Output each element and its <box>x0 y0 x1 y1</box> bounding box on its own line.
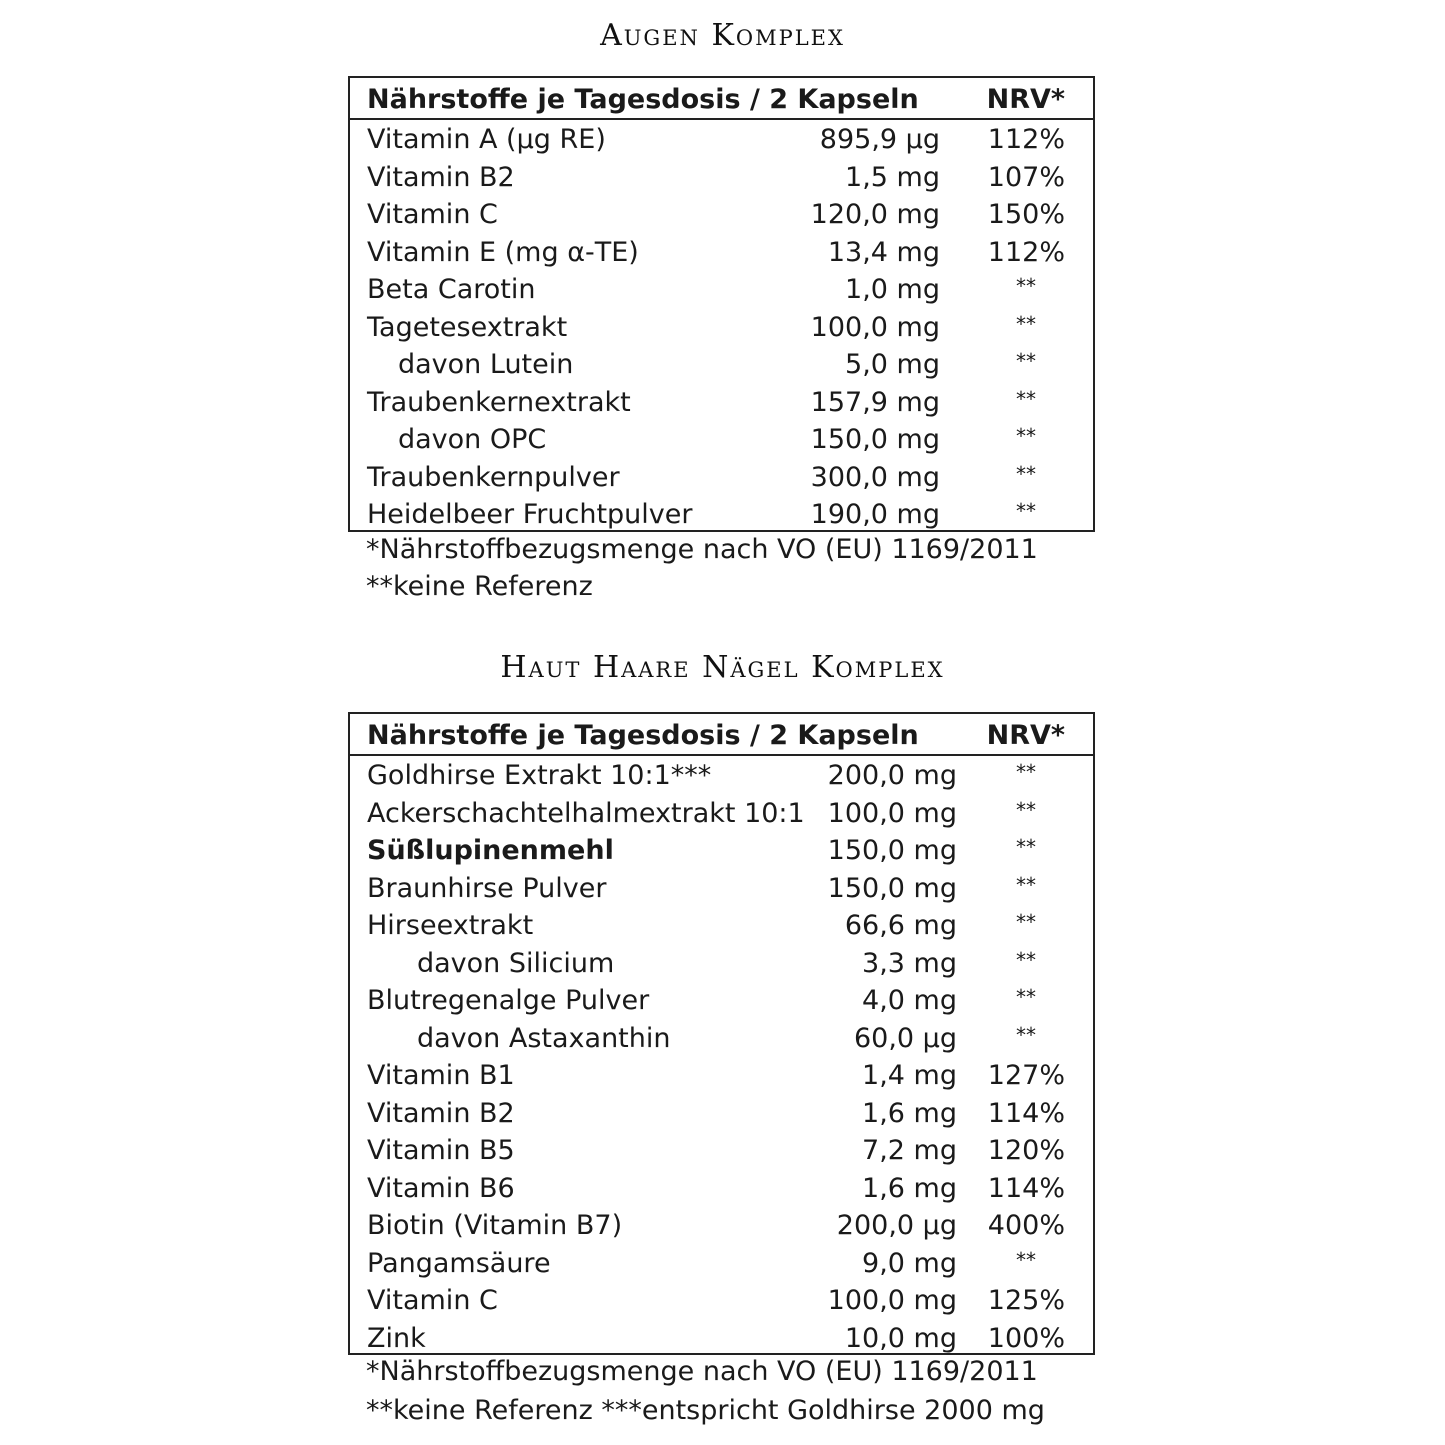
table-row <box>350 1320 1093 1358</box>
nutrient-name: Traubenkernextrakt <box>367 386 631 418</box>
table-row <box>350 1095 1093 1133</box>
nutrient-name: Süßlupinenmehl <box>367 835 614 866</box>
nutrient-nrv: 100% <box>987 1322 1065 1354</box>
nutrient-name: Ackerschachtelhalmextrakt 10:1 <box>367 797 805 829</box>
nutrient-name: Vitamin E (mg α-TE) <box>367 236 639 268</box>
nutrient-amount: 4,0 mg <box>862 985 957 1016</box>
nutrient-nrv: 120% <box>987 1135 1065 1166</box>
table-header <box>350 714 1093 756</box>
table-row <box>350 421 1093 459</box>
haut-haare-naegel-komplex-title: Haut Haare Nägel Komplex <box>500 650 945 685</box>
footnote-reference: **keine Referenz ***entspricht Goldhirse 2000 mg <box>366 1395 1045 1426</box>
nutrient-name: Goldhirse Extrakt 10:1*** <box>367 760 712 791</box>
nutrient-nrv: ** <box>1016 910 1036 934</box>
nutrient-nrv: 125% <box>987 1285 1065 1316</box>
nutrient-amount: 1,5 mg <box>845 161 940 193</box>
nutrient-amount: 895,9 µg <box>819 124 940 155</box>
nutrient-amount: 120,0 mg <box>810 199 940 230</box>
table-row <box>350 309 1093 347</box>
nutrient-amount: 100,0 mg <box>810 311 940 343</box>
nutrient-name: Braunhirse Pulver <box>367 872 607 904</box>
nutrient-amount: 157,9 mg <box>810 386 940 418</box>
nutrient-amount: 200,0 µg <box>836 1210 957 1241</box>
nutrient-amount: 1,4 mg <box>862 1060 957 1091</box>
table-body <box>350 121 1093 534</box>
table-row <box>350 870 1093 908</box>
nutrient-amount: 66,6 mg <box>844 910 957 941</box>
nutrient-amount: 60,0 µg <box>853 1022 957 1054</box>
nutrient-amount: 5,0 mg <box>845 349 940 380</box>
nutrient-name: davon Silicium <box>417 947 615 979</box>
table-row <box>350 384 1093 422</box>
nutrient-amount: 9,0 mg <box>862 1247 957 1279</box>
nutrient-nrv: ** <box>1016 349 1036 373</box>
nutrient-nrv: 112% <box>987 236 1065 268</box>
nutrient-name: Pangamsäure <box>367 1247 551 1279</box>
nutrient-name: Tagetesextrakt <box>367 311 568 343</box>
nutrient-nrv: ** <box>1016 386 1036 411</box>
nutrient-amount: 1,0 mg <box>845 274 940 305</box>
nutrient-amount: 150,0 mg <box>827 835 957 866</box>
table-row <box>350 1132 1093 1170</box>
header-label: Nährstoffe je Tagesdosis / 2 Kapseln <box>367 84 919 115</box>
nutrient-amount: 100,0 mg <box>827 1285 957 1316</box>
augen-komplex-title: Augen Komplex <box>600 18 845 53</box>
footnote-nrv: *Nährstoffbezugsmenge nach VO (EU) 1169/2011 <box>366 534 1038 565</box>
table-row <box>350 1057 1093 1095</box>
footnote-reference: **keine Referenz <box>366 571 593 602</box>
nutrient-name: davon Astaxanthin <box>417 1022 671 1054</box>
nutrient-name: Vitamin B2 <box>367 161 515 193</box>
table-row <box>350 1170 1093 1208</box>
nutrient-amount: 13,4 mg <box>827 236 940 268</box>
nutrient-name: Traubenkernpulver <box>367 461 620 493</box>
table-row <box>350 907 1093 945</box>
nutrient-amount: 7,2 mg <box>862 1135 957 1166</box>
nutrient-nrv: 127% <box>987 1060 1065 1091</box>
table-row <box>350 795 1093 833</box>
nutrient-nrv: ** <box>1016 872 1036 897</box>
table-body <box>350 757 1093 1357</box>
table-row <box>350 1207 1093 1245</box>
table-header <box>350 78 1093 120</box>
table-row <box>350 757 1093 795</box>
nutrient-amount: 3,3 mg <box>862 947 957 979</box>
nutrient-name: davon Lutein <box>398 349 574 380</box>
table-row <box>350 1020 1093 1058</box>
nutrient-nrv: ** <box>1016 1247 1036 1272</box>
footnote-nrv: *Nährstoffbezugsmenge nach VO (EU) 1169/2011 <box>366 1356 1038 1387</box>
nutrient-nrv: ** <box>1016 835 1036 859</box>
nutrient-nrv: ** <box>1016 1022 1036 1047</box>
table-row <box>350 121 1093 159</box>
table-row <box>350 982 1093 1020</box>
nutrient-nrv: ** <box>1016 424 1036 448</box>
nutrient-nrv: 114% <box>987 1172 1065 1204</box>
nutrient-amount: 200,0 mg <box>827 760 957 791</box>
header-label: Nährstoffe je Tagesdosis / 2 Kapseln <box>367 720 919 751</box>
nutrient-name: Vitamin B5 <box>367 1135 515 1166</box>
table-row <box>350 271 1093 309</box>
nutrient-name: Heidelbeer Fruchtpulver <box>367 499 693 530</box>
table-row <box>350 346 1093 384</box>
nutrient-nrv: ** <box>1016 274 1036 298</box>
nutrient-nrv: ** <box>1016 947 1036 972</box>
nutrient-name: Vitamin C <box>367 199 498 230</box>
nutrient-amount: 150,0 mg <box>810 424 940 455</box>
nutrient-amount: 150,0 mg <box>827 872 957 904</box>
nutrient-nrv: ** <box>1016 760 1036 784</box>
nutrient-name: Vitamin B1 <box>367 1060 515 1091</box>
nutrient-amount: 190,0 mg <box>810 499 940 530</box>
nutrient-amount: 1,6 mg <box>862 1097 957 1129</box>
nutrient-name: Blutregenalge Pulver <box>367 985 650 1016</box>
header-nrv: NRV* <box>986 84 1065 115</box>
nutrient-nrv: 150% <box>987 199 1065 230</box>
nutrient-nrv: ** <box>1016 985 1036 1009</box>
nutrient-nrv: ** <box>1016 797 1036 822</box>
nutrient-name: Hirseextrakt <box>367 910 534 941</box>
augen-komplex-table <box>348 76 1095 532</box>
nutrient-name: Vitamin B2 <box>367 1097 515 1129</box>
table-row <box>350 1282 1093 1320</box>
header-nrv: NRV* <box>986 720 1065 751</box>
table-row <box>350 496 1093 534</box>
nutrient-amount: 100,0 mg <box>827 797 957 829</box>
nutrient-nrv: 112% <box>987 124 1065 155</box>
table-row <box>350 196 1093 234</box>
nutrient-name: Beta Carotin <box>367 274 536 305</box>
nutrient-name: Biotin (Vitamin B7) <box>367 1210 623 1241</box>
nutrient-nrv: 400% <box>987 1210 1065 1241</box>
nutrient-name: Vitamin B6 <box>367 1172 515 1204</box>
table-row <box>350 832 1093 870</box>
nutrient-nrv: ** <box>1016 311 1036 336</box>
nutrient-amount: 10,0 mg <box>844 1322 957 1354</box>
nutrient-amount: 300,0 mg <box>810 461 940 493</box>
table-row <box>350 459 1093 497</box>
nutrient-nrv: ** <box>1016 461 1036 486</box>
haut-haare-naegel-komplex-table <box>348 712 1095 1355</box>
nutrient-nrv: ** <box>1016 499 1036 523</box>
table-row <box>350 234 1093 272</box>
nutrient-name: davon OPC <box>398 424 547 455</box>
table-row <box>350 945 1093 983</box>
table-row <box>350 159 1093 197</box>
table-row <box>350 1245 1093 1283</box>
nutrient-nrv: 114% <box>987 1097 1065 1129</box>
nutrient-nrv: 107% <box>987 161 1065 193</box>
nutrient-name: Vitamin C <box>367 1285 498 1316</box>
nutrient-name: Vitamin A (µg RE) <box>367 124 606 155</box>
nutrient-amount: 1,6 mg <box>862 1172 957 1204</box>
nutrient-name: Zink <box>367 1322 426 1354</box>
